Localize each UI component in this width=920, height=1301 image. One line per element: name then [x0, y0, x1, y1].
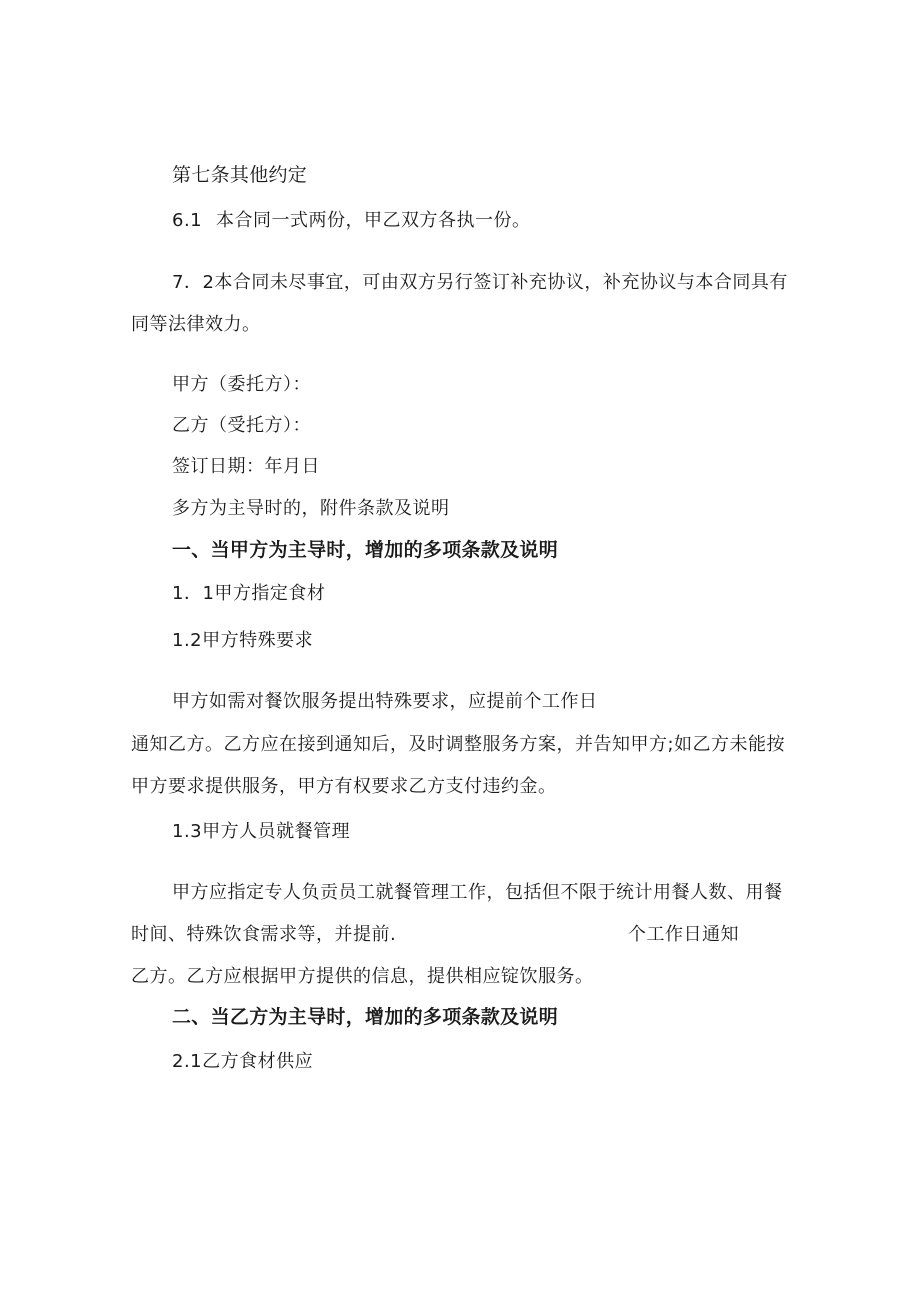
clause-1-3-paragraph-line-2a: 时间、特殊饮食需求等，并提前. [131, 924, 397, 945]
clause-6-1-text: 本合同一式两份，甲乙双方各执一份。 [216, 210, 531, 231]
clause-1-3-paragraph-line-1: 甲方应指定专人负贡员工就餐管理工作，包括但不限于统计用餐人数、用餐 [172, 882, 783, 903]
clause-1-2-title: 1.2甲方特殊要求 [172, 630, 314, 651]
clause-7-2-line-1: 7．2本合同未尽事宜，可由双方另行签订补充协议，补充协议与本合同具有 [172, 272, 788, 293]
section-1-title: 一、当甲方为主导时，增加的多项条款及说明 [172, 539, 559, 561]
clause-7-2-line-2: 同等法律效力。 [131, 314, 261, 335]
section-2-title: 二、当乙方为主导时，增加的多项条款及说明 [172, 1006, 559, 1028]
clause-1-3-paragraph-line-3: 乙方。乙方应根据甲方提供的信息，提供相应锭饮服务。 [131, 966, 594, 987]
clause-6-1-number: 6.1 [172, 210, 203, 231]
appendix-intro: 多方为主导时的，附件条款及说明 [172, 498, 450, 519]
clause-1-1-title: 1．1甲方指定食材 [172, 583, 326, 604]
article-7-title: 第七条其他约定 [172, 164, 308, 186]
party-b-signature-label: 乙方（受托方）： [172, 415, 311, 436]
sign-date-label: 签订日期：年月日 [172, 456, 320, 477]
clause-2-1-title: 2.1乙方食材供应 [172, 1051, 314, 1072]
clause-1-2-paragraph-line-2: 通知乙方。乙方应在接到通知后，及时调整服务方案，并告知甲方;如乙方未能按 [131, 734, 786, 755]
clause-1-2-paragraph-line-3: 甲方要求提供服务，甲方有权要求乙方支付违约金。 [131, 776, 557, 797]
clause-1-3-title: 1.3甲方人员就餐管理 [172, 821, 351, 842]
party-a-signature-label: 甲方（委托方）： [172, 374, 311, 395]
clause-1-3-paragraph-line-2b: 个工作日通知 [628, 924, 739, 945]
clause-1-2-paragraph-line-1: 甲方如需对餐饮服务提出特殊要求，应提前个工作日 [172, 691, 598, 712]
